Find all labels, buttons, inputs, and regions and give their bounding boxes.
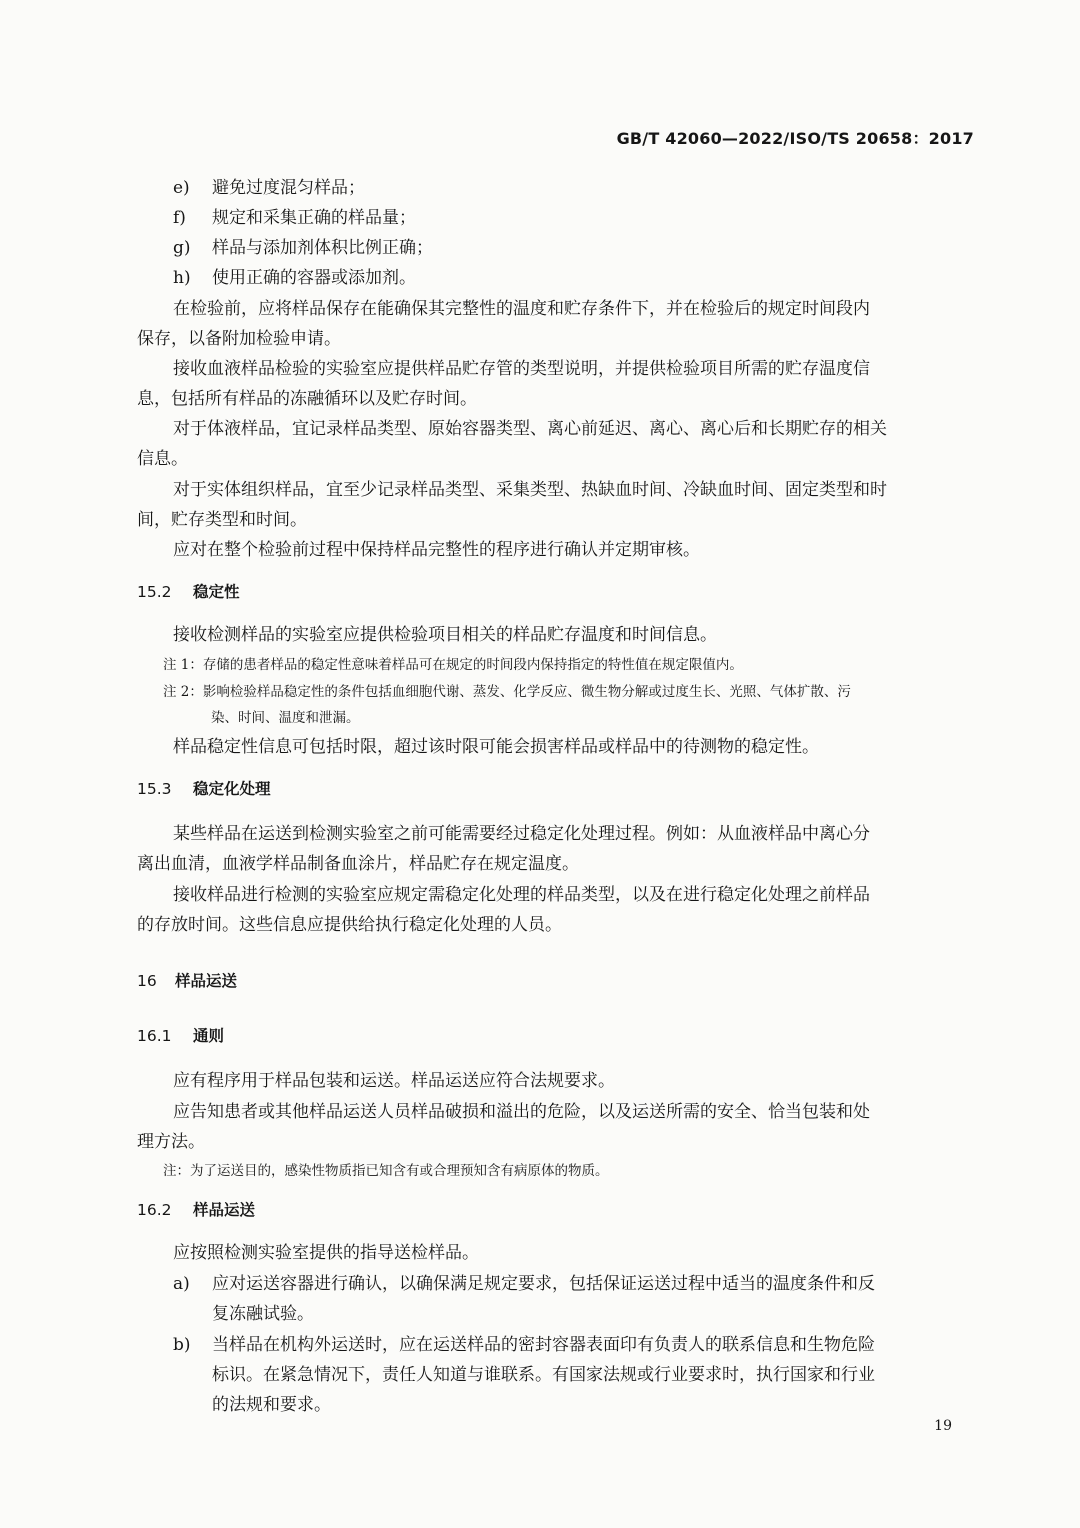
paragraph-line: 样品稳定性信息可包括时限，超过该时限可能会损害样品或样品中的待测物的稳定性。 [173, 737, 819, 757]
list-text: 标识。在紧急情况下，责任人知道与谁联系。有国家法规或行业要求时，执行国家和行业 [212, 1365, 875, 1385]
paragraph-line: 应有程序用于样品包装和运送。样品运送应符合法规要求。 [173, 1071, 615, 1091]
section-title: 稳定性 [193, 583, 240, 601]
section-heading-16-2 [137, 1198, 255, 1222]
paragraph-line: 保存，以备附加检验申请。 [137, 329, 341, 349]
paragraph-line: 某些样品在运送到检测实验室之前可能需要经过稳定化处理过程。例如：从血液样品中离心分 [173, 824, 870, 844]
note: 注：为了运送目的，感染性物质指已知含有或合理预知含有病原体的物质。 [163, 1163, 609, 1179]
note-continuation: 染、时间、温度和泄漏。 [211, 710, 360, 726]
note: 注 2：影响检验样品稳定性的条件包括血细胞代谢、蒸发、化学反应、微生物分解或过度生长、光照、气体扩散、污 [163, 684, 851, 700]
paragraph-line: 应按照检测实验室提供的指导送检样品。 [173, 1243, 479, 1263]
paragraph-line: 接收样品进行检测的实验室应规定需稳定化处理的样品类型，以及在进行稳定化处理之前样品 [173, 885, 870, 905]
list-text: 避免过度混匀样品； [212, 178, 365, 198]
list-text: 当样品在机构外运送时，应在运送样品的密封容器表面印有负责人的联系信息和生物危险 [212, 1335, 875, 1355]
section-heading-15-3 [137, 777, 271, 801]
list-label: h) [173, 268, 191, 288]
section-title: 样品运送 [175, 972, 238, 990]
list-text: 规定和采集正确的样品量； [212, 208, 416, 228]
paragraph-line: 离出血清，血液学样品制备血涂片，样品贮存在规定温度。 [137, 854, 579, 874]
paragraph-line: 理方法。 [137, 1132, 205, 1152]
list-label: e) [173, 178, 190, 198]
paragraph-line: 应对在整个检验前过程中保持样品完整性的程序进行确认并定期审核。 [173, 540, 700, 560]
section-number: 16.1 [137, 1027, 172, 1045]
section-title: 通则 [193, 1027, 225, 1045]
list-text: 使用正确的容器或添加剂。 [212, 268, 416, 288]
note: 注 1：存储的患者样品的稳定性意味着样品可在规定的时间段内保持指定的特性值在规定限值内。 [163, 657, 743, 673]
section-heading-15-2 [137, 580, 240, 604]
list-text: 复冻融试验。 [212, 1304, 314, 1324]
list-text: 应对运送容器进行确认，以确保满足规定要求，包括保证运送过程中适当的温度条件和反 [212, 1274, 875, 1294]
section-title: 样品运送 [193, 1201, 256, 1219]
list-label: a) [173, 1274, 190, 1294]
list-text: 样品与添加剂体积比例正确； [212, 238, 433, 258]
section-heading-16 [137, 969, 237, 993]
paragraph-line: 对于实体组织样品，宜至少记录样品类型、采集类型、热缺血时间、冷缺血时间、固定类型和时 [173, 480, 887, 500]
paragraph-line: 对于体液样品，宜记录样品类型、原始容器类型、离心前延迟、离心、离心后和长期贮存的相关 [173, 419, 887, 439]
paragraph-line: 接收血液样品检验的实验室应提供样品贮存管的类型说明，并提供检验项目所需的贮存温度信 [173, 359, 870, 379]
list-text: 的法规和要求。 [212, 1395, 331, 1415]
list-label: g) [173, 238, 191, 258]
paragraph-line: 信息。 [137, 449, 188, 469]
section-number: 15.2 [137, 583, 172, 601]
paragraph-line: 在检验前，应将样品保存在能确保其完整性的温度和贮存条件下，并在检验后的规定时间段内 [173, 299, 870, 319]
paragraph-line: 息，包括所有样品的冻融循环以及贮存时间。 [137, 389, 477, 409]
list-label: f) [173, 208, 186, 228]
paragraph-line: 的存放时间。这些信息应提供给执行稳定化处理的人员。 [137, 915, 562, 935]
section-title: 稳定化处理 [193, 780, 271, 798]
paragraph-line: 应告知患者或其他样品运送人员样品破损和溢出的危险，以及运送所需的安全、恰当包装和处 [173, 1102, 870, 1122]
document-header: GB/T 42060—2022/ISO/TS 20658：2017 [616, 129, 974, 148]
paragraph-line: 接收检测样品的实验室应提供检验项目相关的样品贮存温度和时间信息。 [173, 625, 717, 645]
section-number: 15.3 [137, 780, 172, 798]
paragraph-line: 间，贮存类型和时间。 [137, 510, 307, 530]
section-number: 16 [137, 972, 157, 990]
section-heading-16-1 [137, 1024, 224, 1048]
section-number: 16.2 [137, 1201, 172, 1219]
list-label: b) [173, 1335, 191, 1355]
page-number: 19 [934, 1418, 952, 1434]
